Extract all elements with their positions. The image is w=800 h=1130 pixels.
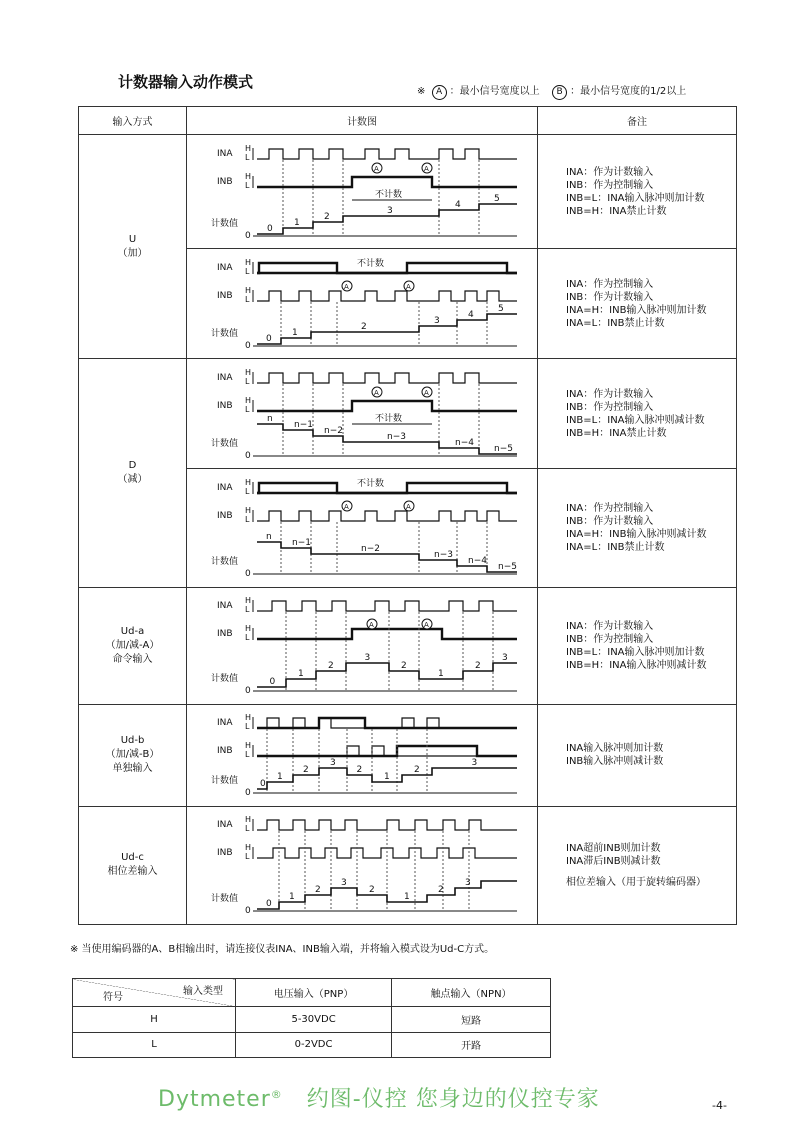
signal-table xyxy=(72,978,551,1058)
legend-b-text: ：最小信号宽度的1/2以上 xyxy=(570,86,687,97)
header-diagram: 计数图 xyxy=(187,107,538,135)
count-value: 1 xyxy=(277,772,283,783)
inb-label: INB xyxy=(217,290,233,301)
inb-label: INB xyxy=(217,746,233,757)
mode-udb: Ud-b （加/减-B） 单独输入 xyxy=(79,704,187,806)
ina-label: INA xyxy=(217,372,233,383)
legend-a-symbol: A xyxy=(432,85,447,100)
count-value: 0 xyxy=(260,779,266,790)
inb-label: INB xyxy=(217,176,233,187)
inb-label: INB xyxy=(217,848,233,859)
l-label: L xyxy=(245,486,250,496)
l-label: L xyxy=(245,152,250,162)
inb-label: INB xyxy=(217,629,233,640)
count-label: 计数值 xyxy=(211,776,239,787)
mode-u: U （加） xyxy=(79,135,187,359)
a-marker-text: A xyxy=(424,388,429,397)
count-value: 2 xyxy=(438,885,444,896)
count-value: 2 xyxy=(328,661,334,672)
count-value: 1 xyxy=(289,892,295,903)
h-label: H xyxy=(245,367,252,377)
brand-name: Dytmeter xyxy=(158,1087,271,1112)
control-level xyxy=(257,401,517,411)
l-label: L xyxy=(245,294,250,304)
note-u1: INA：作为计数输入 INB：作为控制输入 INB=L：INA输入脉冲则加计数 INB=H：INA禁止计数 xyxy=(538,135,737,249)
l-label: L xyxy=(245,514,250,524)
legend-b-symbol: B xyxy=(552,85,567,100)
nocount-label: 不计数 xyxy=(357,478,385,489)
timing-diagram-d1 xyxy=(187,359,538,469)
nocount-label: 不计数 xyxy=(375,413,403,424)
timing-diagram-u2 xyxy=(187,249,538,359)
mode-uda: Ud-a （加/减-A） 命令输入 xyxy=(79,587,187,704)
sig-cell: 开路 xyxy=(392,1032,551,1058)
mode-udc: Ud-c 相位差输入 xyxy=(79,806,187,924)
a-marker-text: A xyxy=(406,502,411,511)
mode-d: D （减） xyxy=(79,359,187,587)
h-label: H xyxy=(245,741,252,751)
ina-label: INA xyxy=(217,718,233,729)
zero-label: 0 xyxy=(245,340,251,351)
note-u2: INA：作为控制输入 INB：作为计数输入 INA=H：INB输入脉冲则加计数 INA=L：INB禁止计数 xyxy=(538,249,737,359)
page-title: 计数器输入动作模式 xyxy=(118,73,254,91)
pulse-train xyxy=(257,373,517,383)
count-value: 3 xyxy=(471,758,478,769)
sig-cell: L xyxy=(73,1032,236,1058)
h-label: H xyxy=(245,624,252,634)
h-label: H xyxy=(245,395,252,405)
mode-table xyxy=(78,106,737,925)
nocount-label: 不计数 xyxy=(357,258,385,269)
count-value: 4 xyxy=(455,199,461,210)
count-value: n xyxy=(267,413,273,424)
count-value: 0 xyxy=(266,333,272,344)
count-value: 2 xyxy=(315,885,321,896)
pulse-train xyxy=(257,820,517,830)
count-label: 计数值 xyxy=(211,218,239,229)
brand-slogan: 约图-仪控 您身边的仪控专家 xyxy=(306,1087,600,1112)
control-level xyxy=(257,718,517,728)
count-value: 2 xyxy=(361,321,367,332)
inb-label: INB xyxy=(217,400,233,411)
pulse-train xyxy=(257,718,517,728)
brand-footer xyxy=(158,1082,600,1113)
h-label: H xyxy=(245,477,252,487)
note-uda: INA：作为计数输入 INB：作为控制输入 INB=L：INA输入脉冲则加计数 INB=H：INA输入脉冲则减计数 xyxy=(538,587,737,704)
count-value: n−3 xyxy=(434,549,453,560)
l-label: L xyxy=(245,266,250,276)
sig-cell: 短路 xyxy=(392,1007,551,1033)
h-label: H xyxy=(245,285,252,295)
count-value: n−5 xyxy=(498,561,517,572)
h-label: H xyxy=(245,143,252,153)
control-level xyxy=(257,177,517,187)
pulse-train xyxy=(257,511,517,521)
ina-label: INA xyxy=(217,482,233,493)
count-label: 计数值 xyxy=(211,328,239,339)
count-value: 2 xyxy=(303,765,309,776)
zero-label: 0 xyxy=(245,906,251,917)
count-value: 3 xyxy=(364,653,371,664)
timing-diagram-u1 xyxy=(187,135,538,249)
count-value: 2 xyxy=(369,885,375,896)
l-label: L xyxy=(245,824,250,834)
count-value: n xyxy=(266,531,272,542)
a-marker-text: A xyxy=(374,388,379,397)
pulse-train xyxy=(257,291,517,301)
count-value: n−2 xyxy=(324,425,343,436)
count-value: 1 xyxy=(292,327,298,338)
sig-cell: 5-30VDC xyxy=(236,1007,392,1033)
control-level xyxy=(257,263,517,273)
nocount-label: 不计数 xyxy=(375,189,403,200)
control-level xyxy=(257,483,517,493)
count-value: 1 xyxy=(404,892,410,903)
count-label: 计数值 xyxy=(211,438,239,449)
count-value: 1 xyxy=(384,772,390,783)
control-level xyxy=(257,746,517,756)
count-value: n−4 xyxy=(455,437,474,448)
ina-label: INA xyxy=(217,262,233,273)
header-mode: 输入方式 xyxy=(79,107,187,135)
control-level xyxy=(257,263,517,273)
timing-diagram-udc xyxy=(187,806,538,924)
count-value: n−1 xyxy=(292,537,311,548)
count-value: 0 xyxy=(267,223,273,234)
note-d2: INA：作为控制输入 INB：作为计数输入 INA=H：INB输入脉冲则减计数 INA=L：INB禁止计数 xyxy=(538,469,737,587)
h-label: H xyxy=(245,713,252,723)
page-number: -4- xyxy=(712,1099,727,1112)
count-value: 3 xyxy=(465,878,471,889)
a-marker-text: A xyxy=(424,621,429,630)
count-value: 3 xyxy=(387,205,393,216)
count-value: n−4 xyxy=(468,555,487,566)
legend-mark: ※ xyxy=(417,86,426,97)
a-marker-text: A xyxy=(344,282,349,291)
control-level xyxy=(257,483,517,493)
count-value: 5 xyxy=(494,193,500,204)
count-label: 计数值 xyxy=(211,556,239,567)
legend xyxy=(417,82,686,100)
pulse-train xyxy=(257,149,517,159)
timing-diagram-d2 xyxy=(187,469,538,587)
a-marker-text: A xyxy=(374,164,379,173)
zero-label: 0 xyxy=(245,568,251,579)
count-value: 4 xyxy=(468,309,474,320)
l-label: L xyxy=(245,605,250,615)
note-udb: INA输入脉冲则加计数 INB输入脉冲则减计数 xyxy=(538,704,737,806)
count-value: 2 xyxy=(324,211,330,222)
pulse-train xyxy=(257,601,517,611)
zero-label: 0 xyxy=(245,450,251,461)
count-value: 2 xyxy=(356,765,363,776)
footnote: ※ 当使用编码器的A、B相输出时，请连接仪表INA、INB输入端，并将输入模式设为Ud-C方式。 xyxy=(70,944,495,955)
count-value: 0 xyxy=(266,899,272,910)
count-value: 3 xyxy=(341,878,347,889)
col-npn: 触点输入（NPN） xyxy=(392,979,551,1007)
count-value: n−2 xyxy=(361,543,380,554)
a-marker-text: A xyxy=(424,164,429,173)
legend-a-text: ：最小信号宽度以上 xyxy=(449,86,540,97)
l-label: L xyxy=(245,404,250,414)
h-label: H xyxy=(245,257,252,267)
corner-bottom: 符号 xyxy=(103,992,123,1003)
count-label: 计数值 xyxy=(211,894,239,905)
note-d1: INA：作为计数输入 INB：作为控制输入 INB=L：INA输入脉冲则减计数 INB=H：INA禁止计数 xyxy=(538,359,737,469)
h-label: H xyxy=(245,596,252,606)
ina-label: INA xyxy=(217,820,233,831)
count-value: n−5 xyxy=(494,443,513,454)
ina-label: INA xyxy=(217,148,233,159)
zero-label: 0 xyxy=(245,230,251,241)
h-label: H xyxy=(245,815,252,825)
l-label: L xyxy=(245,750,250,760)
count-value: 3 xyxy=(502,653,508,664)
l-label: L xyxy=(245,852,250,862)
count-value: 3 xyxy=(330,758,336,769)
sig-cell: H xyxy=(73,1007,236,1033)
timing-diagram-uda xyxy=(187,587,538,704)
count-value: 3 xyxy=(434,315,440,326)
a-marker-text: A xyxy=(406,282,411,291)
l-label: L xyxy=(245,722,250,732)
count-label: 计数值 xyxy=(211,674,239,685)
count-value: 2 xyxy=(475,661,481,672)
h-label: H xyxy=(245,171,252,181)
count-value: 1 xyxy=(438,669,444,680)
h-label: H xyxy=(245,505,252,515)
count-value: 1 xyxy=(294,217,300,228)
col-pnp: 电压输入（PNP） xyxy=(236,979,392,1007)
note-udc: INA超前INB则加计数 INA滞后INB则减计数 相位差输入（用于旋转编码器） xyxy=(538,806,737,924)
h-label: H xyxy=(245,843,252,853)
a-marker-text: A xyxy=(369,621,374,630)
count-value: n−3 xyxy=(387,431,406,442)
count-value: 1 xyxy=(298,669,304,680)
l-label: L xyxy=(245,376,250,386)
zero-label: 0 xyxy=(245,788,251,799)
count-value: n−1 xyxy=(294,419,313,430)
count-value: 2 xyxy=(401,661,407,672)
count-value: 2 xyxy=(414,765,420,776)
corner-cell xyxy=(73,979,236,1007)
inb-label: INB xyxy=(217,510,233,521)
header-note: 备注 xyxy=(538,107,737,135)
ina-label: INA xyxy=(217,601,233,612)
zero-label: 0 xyxy=(245,686,251,697)
brand-reg: ® xyxy=(270,1087,283,1101)
l-label: L xyxy=(245,180,250,190)
corner-top: 输入类型 xyxy=(183,986,223,997)
l-label: L xyxy=(245,633,250,643)
a-marker-text: A xyxy=(344,502,349,511)
sig-cell: 0-2VDC xyxy=(236,1032,392,1058)
control-level xyxy=(257,629,517,639)
timing-diagram-udb xyxy=(187,704,538,806)
count-value: 0 xyxy=(269,677,276,688)
count-value: 5 xyxy=(498,303,504,314)
